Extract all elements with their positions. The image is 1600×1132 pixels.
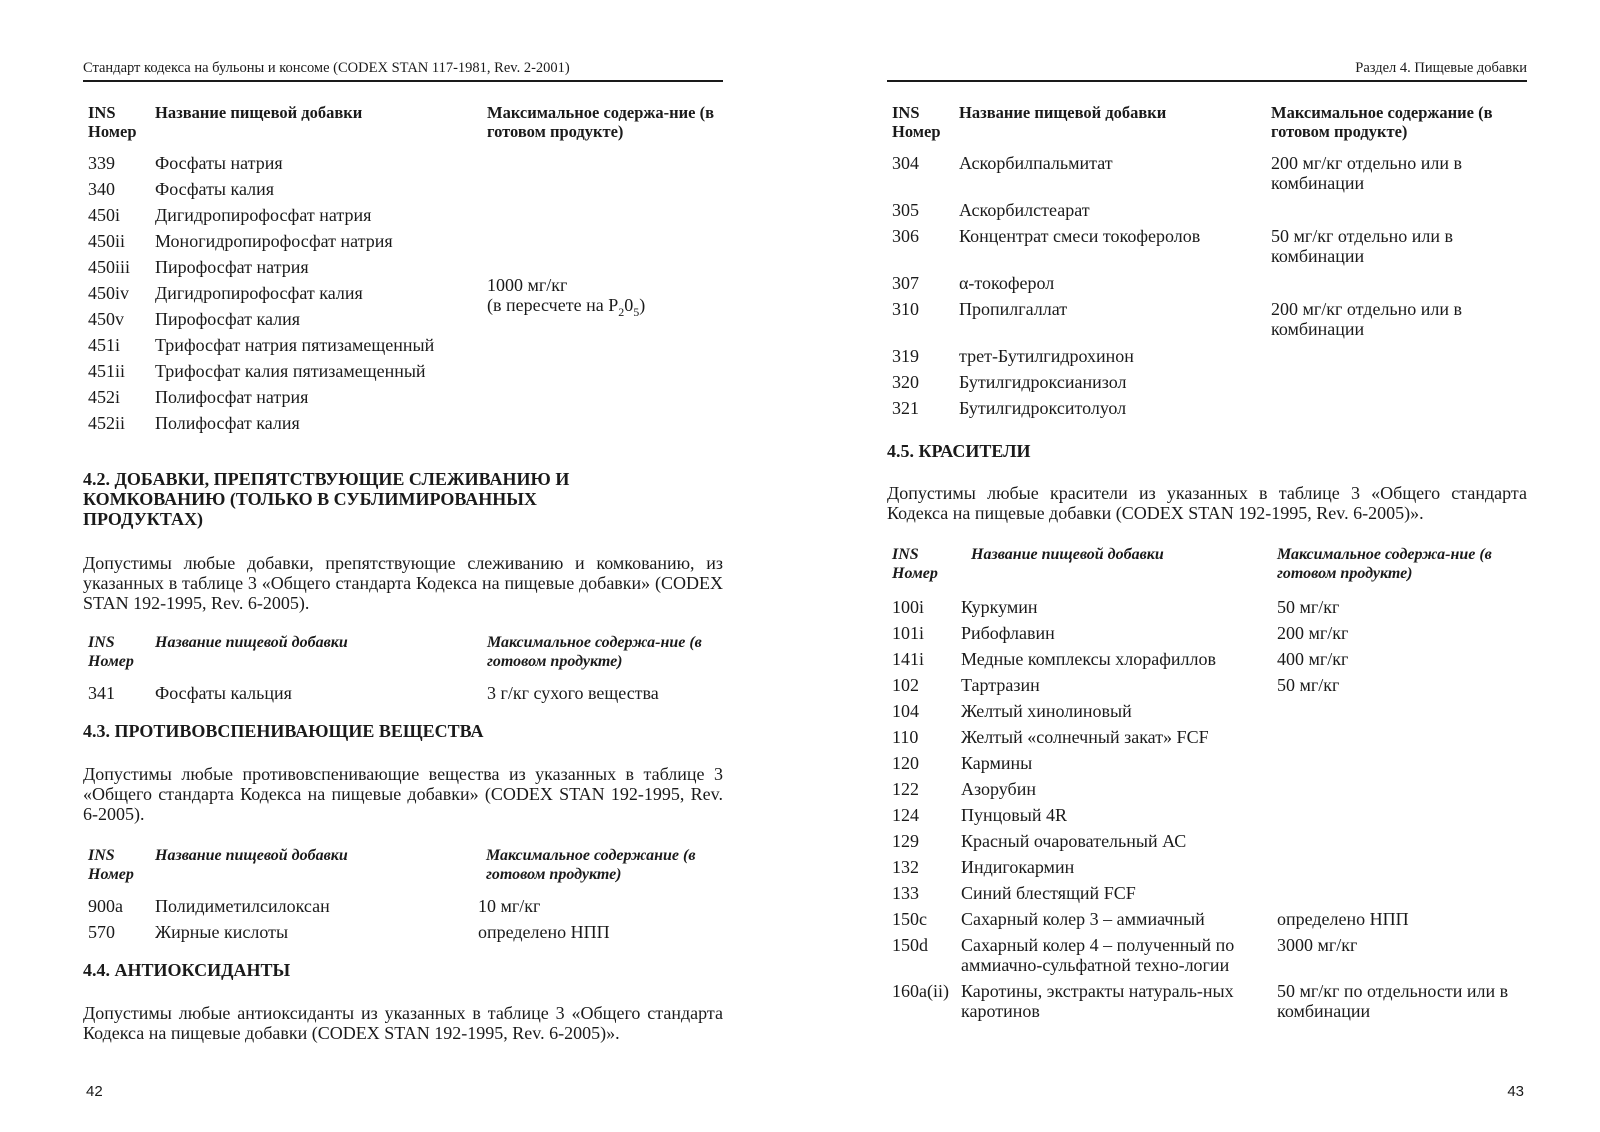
row-max [487,205,723,231]
table-header-row [83,103,723,153]
row-name: Желтый хинолиновый [961,701,1132,721]
table-row [887,226,1527,273]
row-max: 50 мг/кг отдельно или в комбинации [1271,226,1454,266]
formula-part: 0 [624,295,634,315]
row-ins: 339 [88,153,115,173]
section-paragraph-4-2: Допустимы любые добавки, препятствующие слеживанию и комкованию, из указанных в таблице 3 «Общего стандарта Кодекса на пищевые добавки» (CODEX STAN 192-1995, Rev. 6-2005). [83,553,723,613]
row-ins: 320 [892,372,919,392]
table-row [887,805,1527,831]
table-row [887,753,1527,779]
row-max [1277,857,1527,883]
col-ins-header: INS Номер [892,103,941,141]
row-max [487,361,723,387]
row-ins: 132 [892,857,919,877]
table-row [887,981,1527,1027]
row-name: Тартразин [961,675,1040,695]
row-max [487,275,723,319]
antioxidants-table [887,103,1527,424]
row-name: Сахарный колер 4 – полученный по аммиачно-сульфатной техно-логии [961,935,1235,975]
row-ins: 310 [892,299,919,319]
header-rule-right [887,80,1527,82]
col-max-header: Максимальное содержание (в готовом продукте) [486,847,696,883]
col-ins-header: INS Номер [88,847,134,883]
row-ins: 150d [892,935,928,955]
row-ins: 450iii [88,257,131,277]
running-header-right: Раздел 4. Пищевые добавки [1355,60,1527,76]
row-name: Трифосфат калия пятизамещенный [155,361,426,381]
row-ins: 102 [892,675,919,695]
section-title-4-5: 4.5. КРАСИТЕЛИ [887,441,1031,461]
row-max [1271,398,1527,424]
row-ins: 900a [88,896,123,916]
row-name: Медные комплексы хлорафиллов [961,649,1216,669]
table-row [83,153,723,179]
row-max [487,179,723,205]
row-max [1271,372,1527,398]
section-paragraph-4-5: Допустимы любые красители из указанных в таблице 3 «Общего стандарта Кодекса на пищевые добавки (CODEX STAN 192-1995, Rev. 6-2005)». [887,483,1527,523]
row-name: Рибофлавин [961,623,1055,643]
row-ins: 110 [892,727,919,747]
row-ins: 321 [892,398,919,418]
page-number-left: 42 [86,1083,103,1100]
row-ins: 305 [892,200,919,220]
colours-table [887,545,1527,1027]
row-name: Моногидропирофосфат натрия [155,231,393,251]
row-name: Дигидропирофосфат натрия [155,205,372,225]
table-row [887,200,1527,226]
row-max [1271,200,1527,226]
row-name: Сахарный колер 3 – аммиачный [961,909,1205,929]
table-row [83,922,723,948]
row-name: Аскорбилпальмитат [959,153,1113,173]
table-row [887,701,1527,727]
colours-table-body [887,597,1527,1027]
row-name: Жирные кислоты [155,922,289,942]
formula-part: 5 [633,305,640,319]
row-name: Фосфаты калия [155,179,275,199]
table-row [887,883,1527,909]
row-ins: 124 [892,805,919,825]
row-ins: 341 [88,683,115,703]
row-name: Полидиметилсилоксан [155,896,330,916]
row-max [487,335,723,361]
col-name-header: Название пищевой добавки [155,103,363,122]
col-name-header: Название пищевой добавки [971,546,1164,563]
table-header-row [83,846,723,896]
row-max: 200 мг/кг отдельно или в комбинации [1271,299,1463,339]
table-row [887,398,1527,424]
table-row [887,273,1527,299]
left-page [83,0,723,1132]
row-ins: 141i [892,649,925,669]
table-row [887,649,1527,675]
section-title-4-3: 4.3. ПРОТИВОВСПЕНИВАЮЩИЕ ВЕЩЕСТВА [83,721,484,741]
row-max: 10 мг/кг [478,896,541,916]
col-name-header: Название пищевой добавки [155,634,348,651]
row-max [1271,273,1527,299]
section-paragraph-4-3: Допустимы любые противовспенивающие вещества из указанных в таблице 3 «Общего стандарта Кодекса на пищевые добавки» (CODEX STAN 192-1995, Rev. 6-2005). [83,764,723,824]
row-max [1277,805,1527,831]
row-max: 50 мг/кг [1277,675,1340,695]
left-page-content [83,103,723,1043]
table-row [887,909,1527,935]
table-row [83,179,723,205]
col-name-header: Название пищевой добавки [959,103,1167,122]
col-max-header: Максимальное содержание (в готовом продукте) [1271,103,1493,141]
row-name: Трифосфат натрия пятизамещенный [155,335,435,355]
row-name: Фосфаты натрия [155,153,283,173]
row-max: 50 мг/кг по отдельности или в комбинации [1277,981,1509,1021]
row-ins: 340 [88,179,115,199]
formula-part: 2 [618,305,625,319]
table-row [887,831,1527,857]
row-name: Синий блестящий FCF [961,883,1136,903]
phosphates-table [83,103,723,439]
row-name: Азорубин [961,779,1036,799]
table-row [83,231,723,257]
row-name: Бутилгидроксианизол [959,372,1127,392]
row-name: Куркумин [961,597,1038,617]
row-name: Дигидропирофосфат калия [155,283,363,303]
row-ins: 304 [892,153,919,173]
row-name: Желтый «солнечный закат» FCF [961,727,1209,747]
row-name: Фосфаты кальция [155,683,292,703]
header-rule-left [83,80,723,82]
table-row [83,283,723,309]
row-max [1277,883,1527,909]
merged-max-line2 [487,295,646,319]
row-ins: 450ii [88,231,126,251]
row-name: Пропилгаллат [959,299,1068,319]
row-ins: 122 [892,779,919,799]
row-ins: 452ii [88,413,126,433]
table-row [887,779,1527,805]
row-max: 400 мг/кг [1277,649,1349,669]
row-max: определено НПП [478,922,610,942]
row-max [1277,727,1527,753]
row-ins: 150c [892,909,927,929]
row-ins: 451i [88,335,121,355]
table-row [83,683,723,709]
table-row [83,387,723,413]
row-name: Концентрат смеси токоферолов [959,226,1201,246]
row-ins: 452i [88,387,121,407]
table-row [887,299,1527,346]
row-max [1277,779,1527,805]
row-max: 200 мг/кг отдельно или в комбинации [1271,153,1463,193]
row-max: 3 г/кг сухого вещества [487,683,659,703]
row-ins: 100i [892,597,925,617]
row-name: Полифосфат калия [155,413,300,433]
table-row [887,935,1527,981]
table-header-row [887,103,1527,153]
row-ins: 120 [892,753,919,773]
merged-max-line1: 1000 мг/кг [487,275,568,295]
row-name: Аскорбилстеарат [959,200,1090,220]
right-page [887,0,1527,1132]
row-name: Пирофосфат калия [155,309,301,329]
row-max: 3000 мг/кг [1277,935,1358,955]
row-max [487,153,723,179]
table-header-row [83,633,723,683]
row-name: Каротины, экстракты натураль-ных каротинов [961,981,1234,1021]
col-ins-header: INS Номер [88,634,134,670]
row-max [1271,346,1527,372]
row-ins: 570 [88,922,115,942]
row-ins: 306 [892,226,919,246]
row-max: 200 мг/кг [1277,623,1349,643]
table-row [83,335,723,361]
table-row [887,597,1527,623]
col-max-header: Максимальное содержа-ние (в готовом продукте) [487,103,714,141]
col-ins-header: INS Номер [88,103,137,141]
row-ins: 450iv [88,283,130,303]
col-name-header: Название пищевой добавки [155,847,348,864]
table-row [83,205,723,231]
row-ins: 129 [892,831,919,851]
table-row [887,675,1527,701]
table-row [887,153,1527,200]
anticaking-table [83,633,723,709]
row-max: 50 мг/кг [1277,597,1340,617]
section-title-4-4: 4.4. АНТИОКСИДАНТЫ [83,960,291,980]
formula-part: ) [639,295,646,315]
row-ins: 450v [88,309,124,329]
row-name: Индигокармин [961,857,1075,877]
section-title-4-2: 4.2. ДОБАВКИ, ПРЕПЯТСТВУЮЩИЕ СЛЕЖИВАНИЮ И КОМКОВАНИЮ (ТОЛЬКО В СУБЛИМИРОВАННЫХ ПРОДУКТАХ) [83,469,570,529]
table-row [83,413,723,439]
col-max-header: Максимальное содержа-ние (в готовом продукте) [487,634,702,670]
row-name: Пирофосфат натрия [155,257,309,277]
phosphates-table-body [83,153,723,439]
row-max [487,231,723,257]
antioxidants-table-body [887,153,1527,424]
row-ins: 160a(ii) [892,981,949,1001]
row-max [487,387,723,413]
row-ins: 133 [892,883,919,903]
row-max: определено НПП [1277,909,1409,929]
table-row [83,896,723,922]
table-row [887,623,1527,649]
merged-max-value [487,275,646,319]
row-name: α-токоферол [959,273,1055,293]
row-ins: 451ii [88,361,126,381]
table-row [83,361,723,387]
row-ins: 319 [892,346,919,366]
section-paragraph-4-4: Допустимы любые антиоксиданты из указанных в таблице 3 «Общего стандарта Кодекса на пищевые добавки (CODEX STAN 192-1995, Rev. 6-2005)». [83,1003,723,1043]
row-name: Бутилгидрокситолуол [959,398,1127,418]
col-ins-header: INS Номер [892,546,938,582]
row-max [1277,831,1527,857]
table-header-row [887,545,1527,597]
row-name: Пунцовый 4R [961,805,1067,825]
row-ins: 104 [892,701,919,721]
table-row [887,372,1527,398]
right-page-content [887,103,1527,1027]
row-ins: 307 [892,273,919,293]
formula-part: (в пересчете на P [487,295,619,315]
row-name: трет-Бутилгидрохинон [959,346,1134,366]
running-header-left: Стандарт кодекса на бульоны и консоме (CODEX STAN 117-1981, Rev. 2-2001) [83,60,570,76]
row-name: Кармины [961,753,1033,773]
table-row [887,857,1527,883]
page-number-right: 43 [1507,1083,1524,1100]
table-row [887,346,1527,372]
row-ins: 101i [892,623,925,643]
row-max [1277,753,1527,779]
col-max-header: Максимальное содержа-ние (в готовом продукте) [1277,546,1492,582]
antifoam-table [83,846,723,948]
row-name: Красный очаровательный АС [961,831,1187,851]
row-max [487,413,723,439]
row-ins: 450i [88,205,121,225]
row-max [1277,701,1527,727]
row-name: Полифосфат натрия [155,387,309,407]
table-row [887,727,1527,753]
